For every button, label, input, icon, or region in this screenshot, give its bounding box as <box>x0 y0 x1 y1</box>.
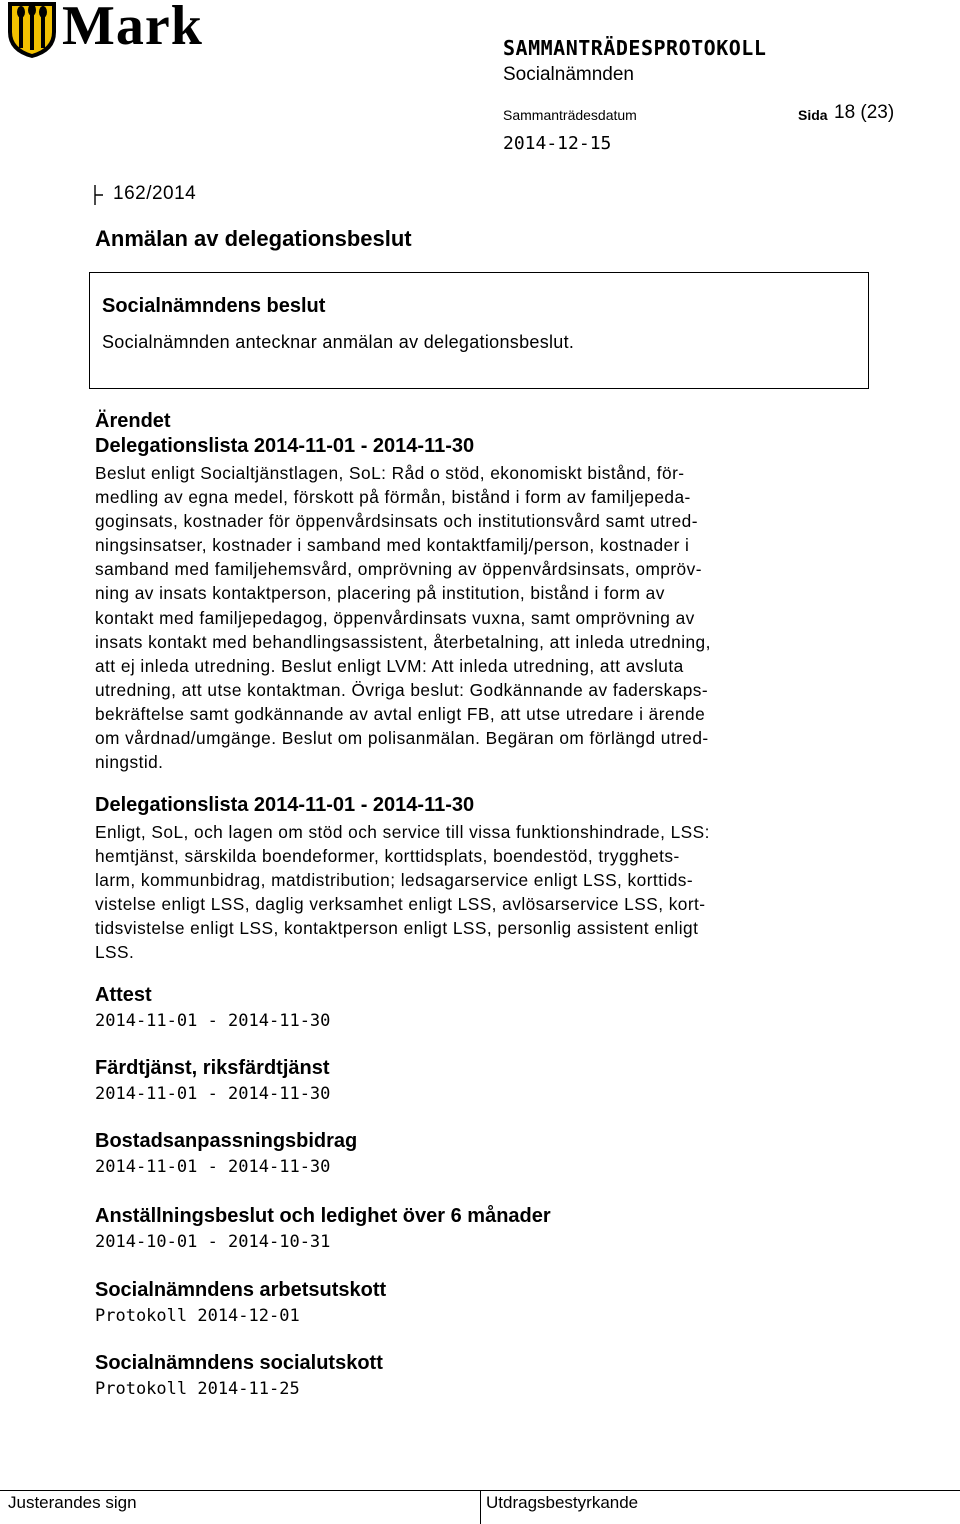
text-line: Beslut enligt Socialtjänstlagen, SoL: Råd o stöd, ekonomiskt bistånd, för- <box>95 463 685 483</box>
section-value: 2014-11-01 - 2014-11-30 <box>95 1084 331 1104</box>
delegation-list-2-text <box>95 820 875 965</box>
section-value: 2014-11-01 - 2014-11-30 <box>95 1157 331 1177</box>
text-line: LSS. <box>95 942 135 963</box>
decision-heading: Socialnämndens beslut <box>102 295 326 317</box>
document-type: SAMMANTRÄDESPROTOKOLL <box>503 36 767 60</box>
text-line: samband med familjehemsvård, omprövning av öppenvårdsinsats, ompröv- <box>95 559 702 580</box>
delegation-list-2-heading: Delegationslista 2014-11-01 - 2014-11-30 <box>95 794 475 816</box>
section-value: Protokoll 2014-11-25 <box>95 1379 300 1399</box>
text-line: ningsinsatser, kostnader i samband med kontaktfamilj/person, kostnader i <box>95 535 690 556</box>
text-line: larm, kommunbidrag, matdistribution; ledsagarservice enligt LSS, korttids- <box>95 870 694 891</box>
decision-box <box>89 272 869 389</box>
matter-heading: Ärendet <box>95 410 171 432</box>
section-heading: Socialnämndens socialutskott <box>95 1352 383 1374</box>
delegation-list-1-text <box>95 461 875 774</box>
section-heading: Bostadsanpassningsbidrag <box>95 1130 358 1152</box>
section-value: Protokoll 2014-12-01 <box>95 1306 300 1326</box>
footer-certification-label: Utdragsbestyrkande <box>486 1493 639 1512</box>
meeting-date: 2014-12-15 <box>503 133 612 154</box>
page-number: 18 (23) <box>834 102 895 123</box>
text-line: hemtjänst, särskilda boendeformer, korttidsplats, boendestöd, trygghets- <box>95 846 680 867</box>
section-value: 2014-10-01 - 2014-10-31 <box>95 1232 331 1252</box>
delegation-list-1-heading: Delegationslista 2014-11-01 - 2014-11-30 <box>95 435 475 457</box>
text-line: att ej inleda utredning. Beslut enligt LVM: Att inleda utredning, att avsluta <box>95 655 684 676</box>
text-line: insats kontakt med behandlingsassistent, återbetalning, att inleda utredning, <box>95 631 711 652</box>
paragraph-mark-icon <box>93 183 105 207</box>
text-line: goginsats, kostnader för öppenvårdsinsats och institutionsvård samt utred- <box>95 511 698 532</box>
text-line: medling av egna medel, förskott på förmån, bistånd i form av familjepeda- <box>95 487 691 508</box>
coat-of-arms-icon <box>8 2 56 58</box>
logo-wordmark: Mark <box>62 0 203 57</box>
text-line: Enligt, SoL, och lagen om stöd och service till vissa funktionshindrade, LSS: <box>95 822 710 842</box>
footer-signature-label: Justerandes sign <box>8 1493 137 1512</box>
text-line: utredning, att utse kontaktman. Övriga beslut: Godkännande av faderskaps- <box>95 679 709 700</box>
text-line: vistelse enligt LSS, daglig verksamhet enligt LSS, avlösarservice LSS, kort- <box>95 894 706 915</box>
meeting-date-label: Sammanträdesdatum <box>503 107 637 123</box>
text-line: ning av insats kontaktperson, placering på institution, bistånd i form av <box>95 583 665 604</box>
section-value: 2014-11-01 - 2014-11-30 <box>95 1011 331 1031</box>
text-line: kontakt med familjepedagog, öppenvårdinsats vuxna, samt omprövning av <box>95 607 695 628</box>
case-title: Anmälan av delegationsbeslut <box>95 226 412 251</box>
section-heading: Socialnämndens arbetsutskott <box>95 1279 387 1301</box>
text-line: bekräftelse samt godkännande av avtal enligt FB, att utse utredare i ärende <box>95 703 706 724</box>
committee-name: Socialnämnden <box>503 64 634 85</box>
text-line: ningstid. <box>95 752 164 773</box>
section-heading: Anställningsbeslut och ledighet över 6 månader <box>95 1205 551 1227</box>
decision-text: Socialnämnden antecknar anmälan av delegationsbeslut. <box>102 332 575 352</box>
section-heading: Attest <box>95 984 152 1006</box>
footer-separator <box>480 1490 481 1524</box>
section-heading: Färdtjänst, riksfärdtjänst <box>95 1057 330 1079</box>
text-line: tidsvistelse enligt LSS, kontaktperson enligt LSS, personlig assistent enligt <box>95 918 699 939</box>
text-line: om vårdnad/umgänge. Beslut om polisanmälan. Begäran om förlängd utred- <box>95 728 709 749</box>
case-number: 162/2014 <box>113 183 197 204</box>
page-label: Sida <box>798 107 828 123</box>
